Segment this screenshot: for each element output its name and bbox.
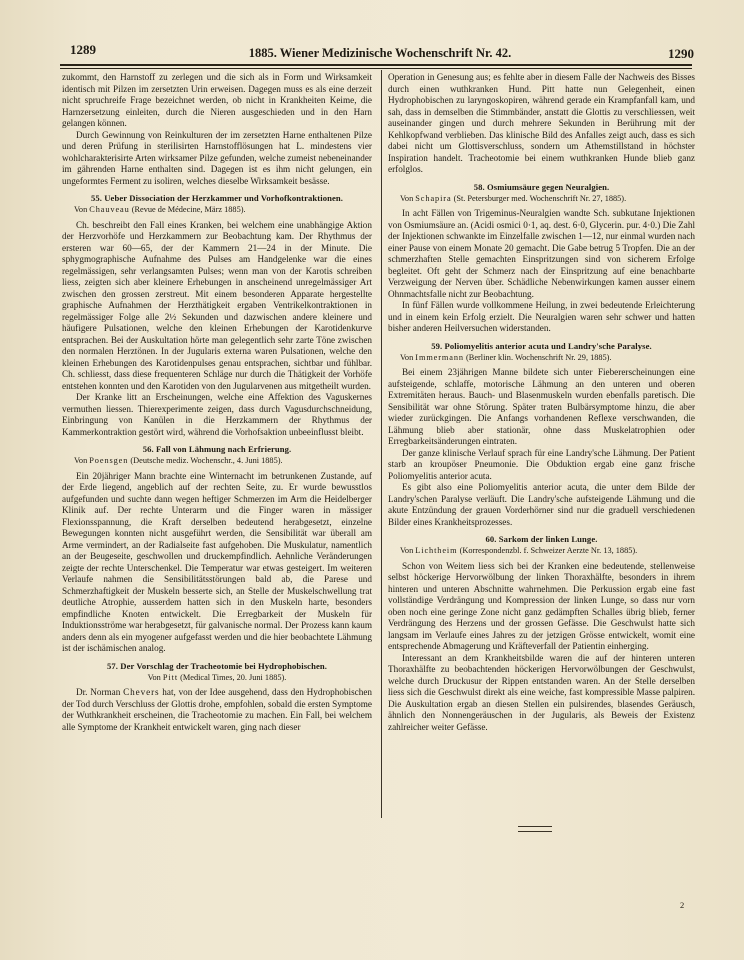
- header-rule-thin: [60, 68, 692, 69]
- source-citation: (Deutsche mediz. Wochenschr., 4. Juni 1885).: [128, 456, 283, 465]
- paragraph: Der ganze klinische Verlauf sprach für eine Landry'sche Lähmung. Der Patient starb an kroupöser Pneumonie. Die Obduktion ergab eine ganz frische Poliomyelitis anterior acuta.: [388, 447, 695, 481]
- signature-mark: 2: [680, 900, 685, 910]
- section-heading-56: 56. Fall von Lähmung nach Erfrierung.: [142, 444, 292, 454]
- source-line: [62, 673, 372, 684]
- source-line: [62, 456, 372, 467]
- paragraph: In fünf Fällen wurde vollkommene Heilung, in zwei bedeutende Erleichterung und in einem kein Erfolg erzielt. Die Neuralgien waren sehr schwer und hatten bisher anderen Heilversuchen widerstanden.: [388, 300, 695, 333]
- source-citation: (Korrespondenzbl. f. Schweizer Aerzte Nr. 13, 1885).: [457, 546, 638, 555]
- right-column: [388, 72, 695, 733]
- author-name: Lichtheim: [415, 546, 458, 555]
- paragraph: [62, 687, 372, 733]
- source-line: [388, 353, 695, 364]
- page-header: [0, 34, 744, 61]
- source-prefix: Von: [147, 672, 163, 682]
- paragraph: Durch Gewinnung von Reinkulturen der im zersetzten Harne enthaltenen Pilze und deren Prüfung in sterilisirten Harnstofflösungen hat L. mindestens vier wohlcharakterisirte Arten wirksamer Pilze gefunden, welche zumeist nebeneinander im gährenden Harne enthalten sind. Dagegen ist es ihm nicht gelungen, ein ungeformtes Ferment zu isoliren, welches dieselbe Wirksamkeit besässe.: [62, 129, 372, 186]
- page-number-left: 1289: [70, 42, 96, 57]
- running-title: 1885. Wiener Medizinische Wochenschrift Nr. 42.: [248, 46, 512, 60]
- paragraph: Es gibt also eine Poliomyelitis anterior acuta, die unter dem Bilde der Landry'schen Paralyse verläuft. Die Landry'sche aufsteigende Lähmung und die akute Entzündung der grauen Vorderhörner sind nur die graduell verschiedenen Bilder eines Krankheitsprozesses.: [388, 482, 695, 527]
- column-divider: [381, 70, 382, 818]
- section-heading-60: 60. Sarkom der linken Lunge.: [485, 534, 598, 544]
- paragraph: zukommt, den Harnstoff zu zerlegen und die sich als in Form und Wirksamkeit identisch mit Pilzen im zersetzten Urin erweisen. Dagegen muss es als eine derzeit nicht spruchreife Frage bezeichnet werden, ob nicht in Krankheiten Keime, die Harnzersetzung einleiten, durch die Nieren ausgeschieden und in den Harn gelangen können.: [62, 72, 372, 128]
- paragraph: In acht Fällen von Trigeminus-Neuralgien wandte Sch. subkutane Injektionen von Osmiumsäure an. (Acidi osmici 0·1, aq. dest. 6·0, Glycerin. pur. 4·0.) Die Zahl der Injektionen schwankte im Einzelfalle zwischen 1—12, nur einmal wurden nach einer Pause von einem Monate 20 gemacht. Die Gabe betrug 5 Tropfen. Die an der schmerzhaften Stelle gemachten Einspritzungen sind von sicherem Erfolge begleitet. Oft geht der Schmerz nach der Einspritzung auf eine benachbarte Verzweigung der Nerven über. Schädliche Nebenwirkungen kamen ausser einem Ohnmachtsfalle nicht zur Beobachtung.: [388, 208, 695, 299]
- author-name: Pitt: [162, 672, 179, 682]
- paragraph: Schon von Weitem liess sich bei der Kranken eine bedeutende, stellenweise selbst höckerige Hervorwölbung der linken Thoraxhälfte, besonders in ihrem hinteren und unteren Abschnitte wahrnehmen. Die Perkussion ergab eine fast vollständige Verdrängung und Kompression der linken Lunge, so dass nur vorn oben noch eine geringe Zone nicht ganz gedämpften Schalles übrig blieb, ferner Verdrängung des Herzens und der grossen Gefässe. Die Geschwulst hatte sich langsam im Verlaufe eines Jahres zu der jetzigen Grösse entwickelt, womit eine entsprechende Abmagerung und Kräfteverfall der Patientin einherging.: [388, 560, 695, 651]
- paragraph: Interessant an dem Krankheitsbilde waren die auf der hinteren unteren Thoraxhälfte zu beobachtenden höckerigen Hervorwölbungen der Geschwulst, welche durch Druckusur der Rippen entstanden waren. An der Stelle derselben liess sich die Geschwulst direkt als eine weiche, fast kompressible Masse palpiren. Die Auskultation ergab an diesen Stellen ein pulsirendes, blasendes Geräusch, ähnlich den Nonnengeräuschen in der Jugularis, als Beweis der Existenz zahlreicher weiter Gefässe.: [388, 652, 695, 732]
- section-heading-55: 55. Ueber Dissociation der Herzkammer und Vorhofkontraktionen.: [90, 193, 344, 203]
- author-name: Chauveau: [89, 205, 130, 214]
- source-prefix: Von: [400, 193, 416, 203]
- text-run: hat, von der Idee ausgehend, dass den Hydrophobischen der Tod durch Verschluss der Glottis drohe, empfohlen, sobald die ersten Symptome der Wuthkrankheit erscheinen, die Tracheotomie zu machen. Ein Fall, bei welchem alle Symptome der Krankheit entwickelt waren, ging nach dieser: [62, 687, 372, 732]
- section-heading-59: 59. Poliomyelitis anterior acuta und Landry'sche Paralyse.: [431, 340, 652, 351]
- page-number-right: 1290: [668, 46, 694, 61]
- source-citation: (St. Petersburger med. Wochenschrift Nr. 27, 1885).: [451, 193, 627, 203]
- text-run: Dr. Norman: [76, 687, 124, 697]
- section-heading-57: 57. Der Vorschlag der Tracheotomie bei Hydrophobischen.: [106, 660, 328, 671]
- header-rule: [60, 64, 692, 66]
- source-line: [388, 194, 695, 205]
- source-line: [388, 546, 695, 557]
- source-citation: (Medical Times, 20. Juni 1885).: [178, 672, 287, 682]
- author-name: Schapira: [415, 193, 452, 203]
- source-prefix: Von: [400, 546, 416, 555]
- end-ornament-rule: [518, 826, 552, 832]
- author-name: Poensgen: [89, 456, 129, 465]
- paragraph: Der Kranke litt an Erscheinungen, welche eine Affektion des Vaguskernes vermuthen liessen. Thierexperimente zeigen, dass durch Vagusdurchschneidung, Einbringung von Kanülen in die Herzkammern der Rhythmus der Kammerkontraktion gestört wird, während die Vorhofsaktion unbeeinflusst bleibt.: [62, 392, 372, 437]
- source-prefix: Von: [74, 456, 90, 465]
- left-column: [62, 72, 372, 733]
- paragraph: Ch. beschreibt den Fall eines Kranken, bei welchem eine unabhängige Aktion der Herzvorhöfe und Herzkammern zur Beobachtung kam. Der Rhythmus der ersteren war 60—65, der der Kammern 21—24 in der Minute. Die sphygmographische Aufnahme des Pulses am Handgelenke war die eines regelmässigen, sehr verlangsamten Pulses; wenn man von der Karotis schreiben liess, zeigten sich aber kleinere Erhebungen in anscheinend unregelmässiger Art zwischen den grossen zerstreut. Mit einem besonderen Apparate hergestellte graphische Aufnahmen der Herzthätigkeit ergaben Ventrikelkontraktionen in regelmässiger Folge alle 2½ Sekunden und dazwischen andere kleinere und häufigere Pulsationen, welche den kleinen Erhebungen der Karotidenkurve entsprachen. Bei der Auskultation hörte man gelegentlich sehr zarte Töne zwischen den normalen Herztönen. In der Jugularis externa waren Pulsationen, welche den kleinen Erhebungen des Karotidenpulses genau entsprachen, sichtbar und fühlbar. Ch. schliesst, dass diese frequenteren Schläge nur durch die Thätigkeit der Vorhöfe entstehen konnten und den Karotiden von den Jugularvenen aus mitgetheilt wurden.: [62, 219, 372, 391]
- source-citation: (Revue de Médecine, März 1885).: [129, 205, 246, 214]
- paragraph: Ein 20jähriger Mann brachte eine Winternacht im betrunkenen Zustande, auf der Erde liegend, angeblich auf der rechten Seite, zu. Er wurde bewusstlos aufgefunden und suchte dann wegen heftiger Schmerzen im Arm die Heidelberger Klinik auf. Der rechte Unterarm und die Finger waren in mässiger Flexionsspannung, die Kraft derselben bedeutend herabgesetzt, einzelne Bewegungen konnten nicht ausgeführt werden, die Sensibilität war überall am Arme vermindert, an der Radialseite fast aufgehoben. Die Muskulatur, namentlich an der Beugeseite, geschwollen und druckempfindlich. Aehnliche Veränderungen zeigte der rechte Unterschenkel. Die Temperatur war etwas gesteigert. Im weiteren Verlaufe nahmen die Sensibilitätsstörungen bald ab, die Parese und Schmerzhaftigkeit der Muskeln besserte sich, an Stelle der Muskelschwellung trat deutliche Atrophie, ausserdem hatten sich in den Muskeln harte, besonders empfindliche Knoten entwickelt. Die Erregbarkeit der Muskeln für Induktionsströme war herabgesetzt, für galvanische normal. Der Prozess kann kaum anders denn als ein myogener aufgefasst werden und die hier beobachtete Lähmung ist der ischämischen analog.: [62, 470, 372, 653]
- source-prefix: Von: [400, 352, 416, 362]
- source-citation: (Berliner klin. Wochenschrift Nr. 29, 1885).: [463, 352, 612, 362]
- author-name: Immermann: [415, 352, 464, 362]
- source-prefix: Von: [74, 205, 90, 214]
- paragraph: Bei einem 23jährigen Manne bildete sich unter Fiebererscheinungen eine aufsteigende, schlaffe, motorische Lähmung an den unteren und oberen Extremitäten heraus. Bauch- und Blasenmuskeln wurden ebenfalls paretisch. Die Sensibilität war ohne Störung. Später traten Bulbärsymptome hinzu, die aber wieder zurückgingen. Die Anfangs vorhandenen Reflexe verschwanden, die Lähmung blieb aber stationär, ohne dass Muskelatrophien oder Erregbarkeitsänderungen eintraten.: [388, 367, 695, 446]
- source-line: [62, 205, 372, 216]
- person-name: Chevers: [123, 687, 160, 697]
- section-heading-58: 58. Osmiumsäure gegen Neuralgien.: [473, 181, 610, 192]
- paragraph: Operation in Genesung aus; es fehlte aber in diesem Falle der Nachweis des Bisses durch einen wuthkranken Hund. Pitt hatte nun Gelegenheit, einen Hydrophobischen zu laryngoskopiren, während gerade ein Krampfanfall kam, und sah, dass in demselben die Stimmbänder, anstatt die Glottis zu verschliessen, weit auseinander gingen und durch mehrere Sekunden in Berührung mit der Kehlkopfwand verblieben. Das klinische Bild des Anfalles zeigt auch, dass es sich dabei nicht um Glottisverschluss, sondern um Athemstillstand in höchster Inspiration handelt. Tracheotomie bei einem wuthkranken Hunde blieb ganz erfolglos.: [388, 72, 695, 174]
